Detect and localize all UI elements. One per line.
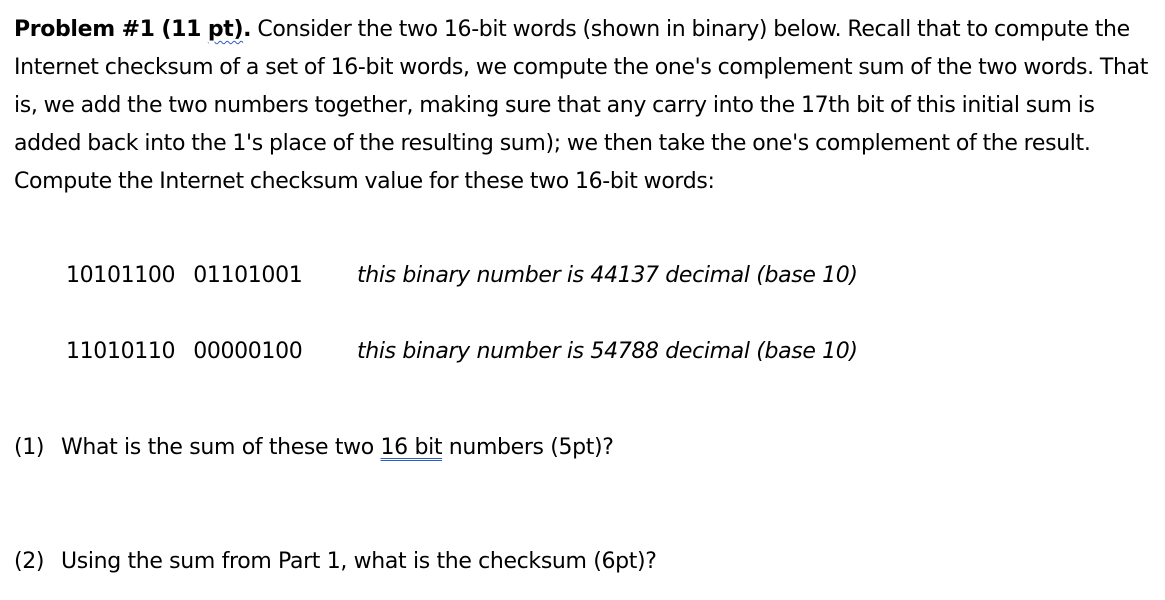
- question-2-text: Using the sum from Part 1, what is the checksum (6pt)?: [61, 549, 657, 574]
- binary-word-1-note: this binary number is 44137 decimal (base 10): [357, 263, 858, 288]
- problem-heading: [14, 17, 251, 42]
- question-2: [14, 547, 657, 577]
- question-1-text-after: numbers (5pt)?: [442, 435, 614, 460]
- binary-word-2-note: this binary number is 54788 decimal (base 10): [357, 339, 858, 364]
- problem-heading-text: Problem #1 (11: [14, 17, 208, 42]
- question-2-number: (2): [14, 549, 45, 574]
- binary-word-2-high-byte: 11010110: [66, 339, 176, 364]
- binary-word-1: [66, 261, 302, 291]
- problem-heading-points: pt): [207, 17, 244, 42]
- question-1: [14, 433, 614, 463]
- binary-word-1-high-byte: 10101100: [66, 263, 176, 288]
- problem-intro-text: Consider the two 16-bit words (shown in binary) below. Recall that to compute the Internet checksum of a set of 16-bit words, we compute the one's complement sum of the two words. That is, we add the two numbers together, making sure that any carry into the 17th bit of this initial sum is added back into the 1's place of the resulting sum); we then take the one's complement of the result. Compute the Internet checksum value for these two 16-bit words:: [14, 17, 1148, 194]
- question-1-number: (1): [14, 435, 45, 460]
- question-1-text-before: What is the sum of these two: [61, 435, 381, 460]
- problem-heading-period: .: [243, 17, 252, 42]
- binary-word-1-low-byte: 01101001: [193, 263, 303, 288]
- binary-word-2-low-byte: 00000100: [193, 339, 303, 364]
- question-1-marked-text: 16 bit: [380, 435, 443, 460]
- binary-word-2: [66, 337, 302, 367]
- binary-word-row-1: [0, 261, 1165, 291]
- problem-paragraph: [14, 11, 1154, 201]
- binary-word-row-2: [0, 337, 1165, 367]
